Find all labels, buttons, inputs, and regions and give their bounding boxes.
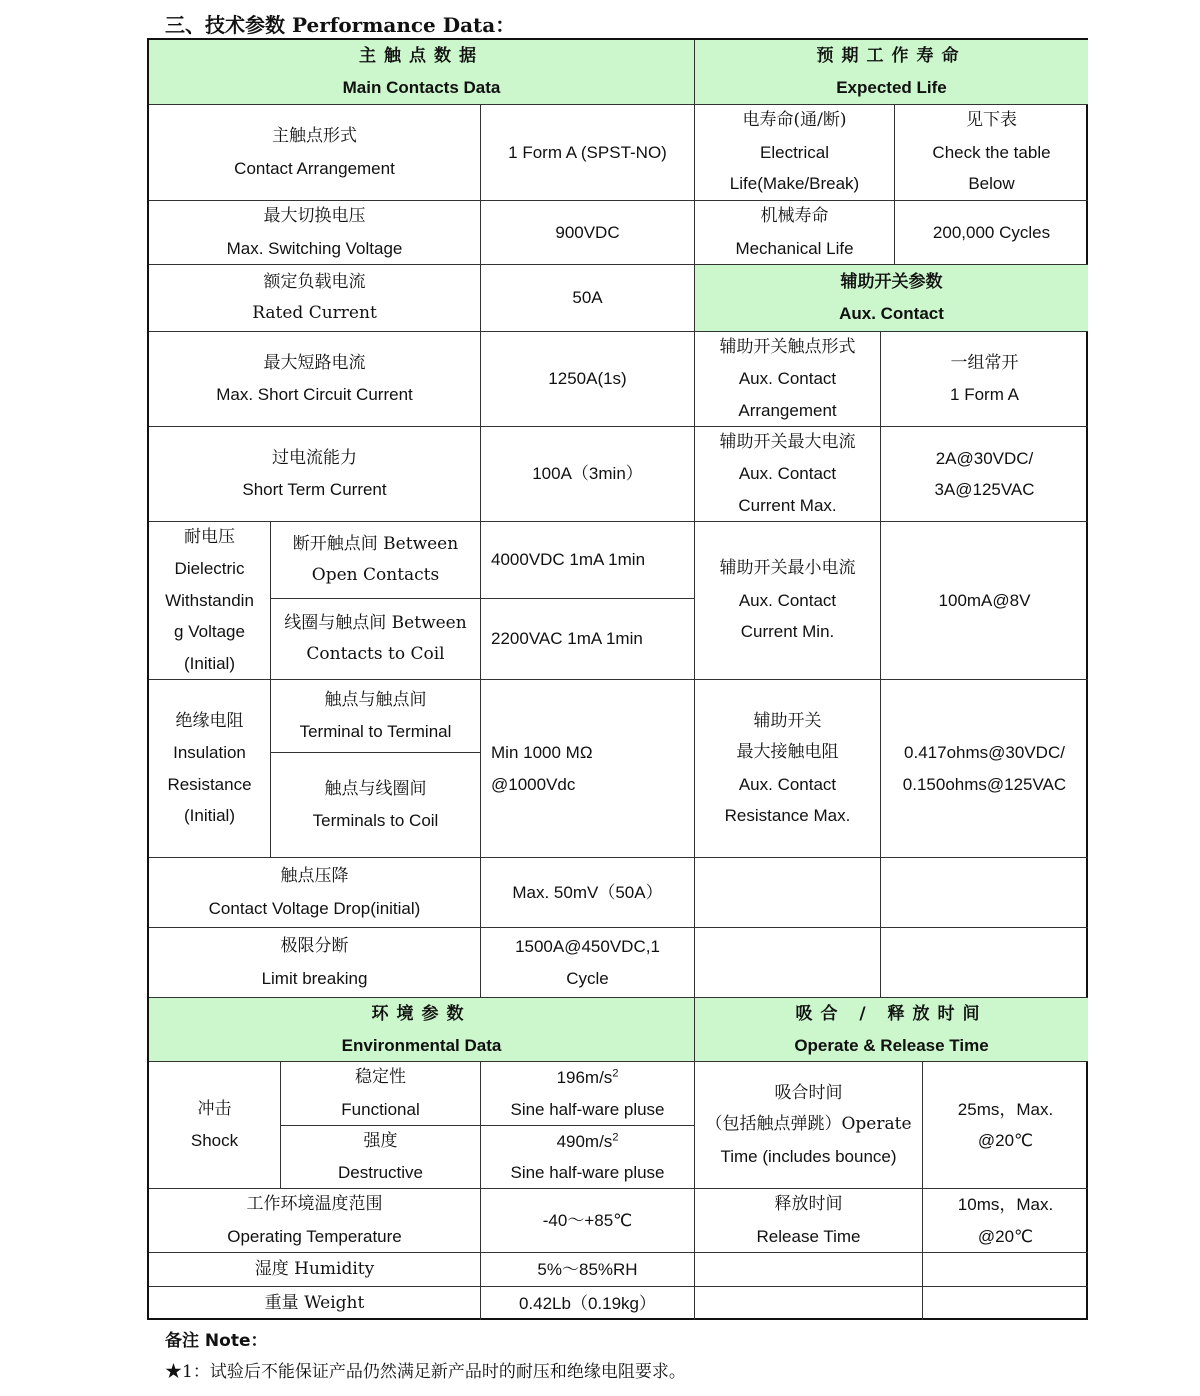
electrical-life-label <box>695 105 895 201</box>
label-en: Arrangement <box>738 400 837 420</box>
insulation-terminal-label <box>271 680 481 753</box>
label-en: Release Time <box>756 1226 861 1246</box>
empty-cell <box>923 1253 1088 1287</box>
header-en: Main Contacts Data <box>342 78 501 97</box>
note-1: ★1：试验后不能保证产品仍然满足新产品时的耐压和绝缘电阻要求。 <box>165 1362 686 1382</box>
mechanical-life-value <box>895 201 1088 265</box>
empty-cell <box>881 928 1088 998</box>
contact-arrangement-value <box>481 105 695 201</box>
value-zh: 一组常开 <box>950 352 1019 373</box>
label-en: Shock <box>190 1131 239 1150</box>
label-en: Life(Make/Break) <box>729 174 860 194</box>
label-en: Destructive <box>337 1163 424 1182</box>
short-circuit-label <box>149 332 481 427</box>
label-en: Functional <box>341 1099 420 1119</box>
operate-time-value <box>923 1062 1088 1189</box>
label-zh: 最大切换电压 <box>263 206 366 226</box>
dielectric-open-value <box>481 522 695 599</box>
shock-functional-value <box>481 1062 695 1126</box>
value <box>557 1126 619 1158</box>
release-time-label <box>695 1189 923 1253</box>
mechanical-life-label <box>695 201 895 265</box>
electrical-life-value <box>895 105 1088 201</box>
insulation-value <box>481 680 695 858</box>
insulation-label <box>149 680 271 858</box>
value: @1000Vdc <box>491 774 576 794</box>
label-en: Terminals to Coil <box>312 811 439 830</box>
label-en: Insulation <box>173 743 246 762</box>
label-zh: 主触点形式 <box>272 126 357 146</box>
label-zh: 冲击 <box>197 1098 232 1119</box>
value-en: Check the table <box>932 142 1051 162</box>
shock-destructive-label <box>281 1126 481 1189</box>
label-en: Contact Arrangement <box>234 158 395 178</box>
performance-table <box>147 38 1088 1320</box>
value: 2200VAC 1mA 1min <box>491 629 643 649</box>
label-en: Rated Current <box>252 303 377 323</box>
label-zh: 释放时间 <box>774 1194 843 1214</box>
shock-destructive-value <box>481 1126 695 1189</box>
operating-temperature-value <box>481 1189 695 1253</box>
value-number: 196m/s <box>556 1068 613 1087</box>
header-en: Environmental Data <box>341 1035 502 1055</box>
limit-breaking-label <box>149 928 481 998</box>
value: 3A@125VAC <box>934 480 1035 499</box>
value: 2A@30VDC/ <box>935 448 1034 468</box>
header-zh: 主触点数据 <box>359 46 484 66</box>
release-time-value <box>923 1189 1088 1253</box>
switching-voltage-label <box>149 201 481 265</box>
humidity-label <box>149 1253 481 1287</box>
limit-breaking-value <box>481 928 695 998</box>
label-en: Resistance <box>167 774 252 794</box>
header-en: Expected Life <box>836 78 947 97</box>
label-zh: 吸合时间 <box>774 1082 843 1103</box>
main-contacts-header <box>149 40 695 105</box>
value: -40～+85℃ <box>542 1210 633 1230</box>
short-circuit-value <box>481 332 695 427</box>
section-title: 三、技术参数 Performance Data： <box>165 13 516 37</box>
dielectric-open-label <box>271 522 481 599</box>
label-zh: 绝缘电阻 <box>175 710 244 731</box>
label-en: Mechanical Life <box>735 238 854 258</box>
environmental-header <box>149 998 695 1062</box>
label-en: Withstandin <box>165 590 254 610</box>
label-en: Aux. Contact <box>738 774 837 794</box>
label-en: Max. Switching Voltage <box>226 238 403 258</box>
voltage-drop-value <box>481 858 695 928</box>
value: 0.417ohms@30VDC/ <box>904 743 1065 762</box>
switching-voltage-value <box>481 201 695 265</box>
header-zh: 辅助开关参数 <box>840 272 943 292</box>
value: 4000VDC 1mA 1min <box>491 550 646 570</box>
label-en: g Voltage <box>174 622 245 642</box>
empty-cell <box>923 1287 1088 1320</box>
value: 0.150ohms@125VAC <box>902 774 1067 794</box>
aux-arrangement-label <box>695 332 881 427</box>
label-en: Electrical <box>760 142 829 162</box>
dielectric-coil-value <box>481 599 695 680</box>
value: 1500A@450VDC,1 <box>515 937 660 956</box>
label-zh: 稳定性 <box>355 1067 406 1087</box>
aux-resistance-label <box>695 680 881 858</box>
value: 1 Form A (SPST-NO) <box>508 142 667 162</box>
aux-current-min-value <box>881 522 1088 680</box>
value: Cycle <box>566 968 609 988</box>
weight-label <box>149 1287 481 1320</box>
value-en: Below <box>968 174 1015 194</box>
empty-cell <box>695 858 881 928</box>
value: Max. 50mV（50A） <box>512 882 663 902</box>
label-en: Limit breaking <box>261 968 368 988</box>
label-zh: 辅助开关触点形式 <box>719 336 856 357</box>
value: 5%～85%RH <box>537 1259 638 1279</box>
operate-time-label <box>695 1062 923 1189</box>
aux-arrangement-value <box>881 332 1088 427</box>
label-en: Contact Voltage Drop(initial) <box>208 898 421 918</box>
label-mixed: （包括触点弹跳）Operate <box>705 1114 912 1135</box>
value: 100mA@8V <box>938 590 1031 610</box>
label-en: Aux. Contact <box>738 369 837 389</box>
label-en: Aux. Contact <box>738 464 837 484</box>
value: 900VDC <box>555 222 620 242</box>
value-en: 1 Form A <box>950 385 1019 404</box>
value: 0.42Lb（0.19kg） <box>518 1293 657 1313</box>
label-zh: 触点与触点间 <box>324 689 427 710</box>
empty-cell <box>881 858 1088 928</box>
value-number: 490m/s <box>556 1131 613 1151</box>
label-en: Max. Short Circuit Current <box>216 385 413 404</box>
value: Sine half-ware pluse <box>510 1099 665 1119</box>
aux-current-max-value <box>881 427 1088 522</box>
value-zh: 见下表 <box>966 110 1017 131</box>
shock-label <box>149 1062 281 1189</box>
label-en: Operating Temperature <box>227 1226 402 1246</box>
value: @20℃ <box>977 1226 1034 1246</box>
label-zh: 断开触点间 Between <box>292 533 459 554</box>
label-en: Resistance Max. <box>724 806 851 825</box>
label-zh: 辅助开关 <box>753 710 822 731</box>
header-zh: 环境参数 <box>371 1003 472 1024</box>
label-en: Aux. Contact <box>738 590 837 610</box>
header-zh: 预期工作寿命 <box>816 46 967 66</box>
insulation-coil-label <box>271 753 481 858</box>
rated-current-value <box>481 265 695 332</box>
header-en: Operate & Release Time <box>794 1035 989 1055</box>
short-term-current-value <box>481 427 695 522</box>
value <box>557 1062 619 1094</box>
label-zh: 工作环境温度范围 <box>246 1194 383 1214</box>
label-en: Current Min. <box>740 622 835 642</box>
expected-life-header <box>695 40 1088 105</box>
operate-release-header <box>695 998 1088 1062</box>
label-en: Terminal to Terminal <box>299 722 452 741</box>
value: Sine half-ware pluse <box>510 1163 665 1182</box>
label-en: Time (includes bounce) <box>720 1146 897 1166</box>
label-zh: 辅助开关最大电流 <box>719 431 856 452</box>
label-zh: 触点压降 <box>280 866 349 886</box>
aux-current-min-label <box>695 522 881 680</box>
label-en: (Initial) <box>183 653 235 673</box>
contact-arrangement-label <box>149 105 481 201</box>
label-en: Short Term Current <box>242 480 387 499</box>
label-zh: 电寿命(通/断) <box>742 110 847 131</box>
notes-heading: 备注 Note： <box>165 1331 268 1351</box>
label-en: Dielectric <box>174 559 245 579</box>
exponent: 2 <box>612 1130 619 1143</box>
label: 湿度 Humidity <box>254 1258 375 1279</box>
humidity-value <box>481 1253 695 1287</box>
label-zh: 机械寿命 <box>760 206 829 226</box>
label-zh: 过电流能力 <box>272 447 357 468</box>
label-en: Open Contacts <box>311 565 440 585</box>
value: 1250A(1s) <box>548 369 627 389</box>
label-zh: 额定负载电流 <box>263 271 366 292</box>
aux-current-max-label <box>695 427 881 522</box>
value: 50A <box>572 288 603 308</box>
label-zh: 线圈与触点间 Between <box>284 612 467 633</box>
dielectric-coil-label <box>271 599 481 680</box>
aux-resistance-value <box>881 680 1088 858</box>
empty-cell <box>695 1287 923 1320</box>
dielectric-label <box>149 522 271 680</box>
operating-temperature-label <box>149 1189 481 1253</box>
header-zh: 吸合 / 释放时间 <box>795 1003 988 1024</box>
shock-functional-label <box>281 1062 481 1126</box>
weight-value <box>481 1287 695 1320</box>
empty-cell <box>695 928 881 998</box>
label-zh: 最大短路电流 <box>263 352 366 373</box>
label-zh: 耐电压 <box>184 526 235 547</box>
label: 重量 Weight <box>264 1292 365 1313</box>
empty-cell <box>695 1253 923 1287</box>
label-zh: 极限分断 <box>280 936 349 956</box>
header-en: Aux. Contact <box>839 304 944 323</box>
voltage-drop-label <box>149 858 481 928</box>
label-en: (Initial) <box>183 806 235 825</box>
label-zh: 最大接触电阻 <box>736 742 839 762</box>
label-zh: 强度 <box>363 1130 398 1151</box>
label-en: Contacts to Coil <box>306 644 445 664</box>
value: 10ms，Max. <box>957 1195 1054 1214</box>
label-zh: 辅助开关最小电流 <box>719 558 856 579</box>
value: 25ms，Max. <box>957 1099 1054 1119</box>
value: 100A（3min） <box>532 464 643 484</box>
value: 200,000 Cycles <box>932 222 1051 242</box>
aux-contact-header <box>695 265 1088 332</box>
value: @20℃ <box>977 1131 1034 1150</box>
rated-current-label <box>149 265 481 332</box>
exponent: 2 <box>612 1067 619 1080</box>
short-term-current-label <box>149 427 481 522</box>
value: Min 1000 MΩ <box>491 743 593 762</box>
label-zh: 触点与线圈间 <box>324 778 427 799</box>
label-en: Current Max. <box>738 495 837 515</box>
